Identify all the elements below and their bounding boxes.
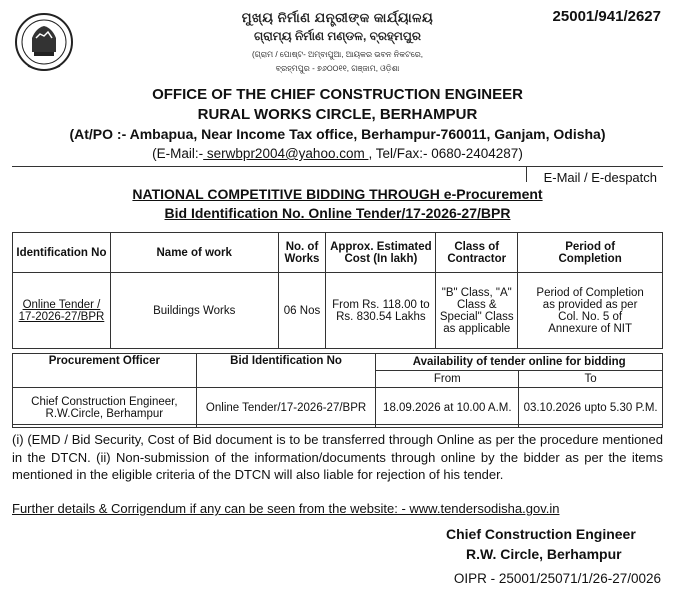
table-header-row: [13, 233, 663, 273]
work-details-table: [12, 232, 663, 349]
cell-estimated-cost: From Rs. 118.00 to Rs. 830.54 Lakhs: [326, 273, 436, 349]
telfax: , Tel/Fax:- 0680-2404287): [368, 146, 523, 161]
cell-to-date: 03.10.2026 upto 5.30 P.M.: [519, 388, 663, 428]
divider-top: [12, 166, 663, 167]
oriya-address-line-1: (ଗ୍ରାମ / ପୋଷ୍ଟ- ଅମ୍ବାପୁଆ, ଆୟକର ଭବନ ନିକଟରେ,: [251, 50, 423, 59]
col-no-of-works: No. of Works: [278, 233, 326, 273]
cell-name-of-work: Buildings Works: [110, 273, 278, 349]
col-to: To: [519, 371, 663, 388]
table-header-row: [13, 354, 663, 371]
email-link[interactable]: serwbpr2004@yahoo.com: [203, 146, 369, 161]
contact-line: [0, 146, 675, 161]
terms-paragraph: (i) (EMD / Bid Security, Cost of Bid document is to be transferred through Online as per the procedure mentioned in the DTCN. (ii) Non-submission of the information/documents through online by the bidder as per the items mentioned in the eligible criteria of the DTCN will also liable for rejection of his tender.: [12, 432, 663, 482]
col-estimated-cost: Approx. Estimated Cost (In lakh): [326, 233, 436, 273]
office-title: OFFICE OF THE CHIEF CONSTRUCTION ENGINEER: [152, 86, 523, 103]
cell-identification-no[interactable]: Online Tender / 17-2026-27/BPR: [13, 273, 111, 349]
signatory-title: Chief Construction Engineer: [446, 526, 636, 542]
divider-bottom: [12, 424, 663, 425]
dispatch-mode: E-Mail / E-despatch: [543, 170, 657, 185]
col-class-of-contractor: Class of Contractor: [436, 233, 518, 273]
cell-period-of-completion: Period of Completion as provided as per Col. No. 5 of Annexure of NIT: [518, 273, 663, 349]
cell-from-date: 18.09.2026 at 10.00 A.M.: [376, 388, 519, 428]
col-identification-no: Identification No: [13, 233, 111, 273]
bidding-schedule-table: [12, 353, 663, 428]
oriya-circle-title: ଗ୍ରାମ୍ୟ ନିର୍ମାଣ ମଣ୍ଡଳ, ବ୍ରହ୍ମପୁର: [254, 29, 421, 43]
reference-number: 25001/941/2627: [552, 8, 661, 25]
oipr-number: OIPR - 25001/25071/1/26-27/0026: [453, 571, 661, 586]
col-from: From: [376, 371, 519, 388]
col-period-of-completion: Period of Completion: [518, 233, 663, 273]
col-name-of-work: Name of work: [110, 233, 278, 273]
bid-identification-title: Bid Identification No. Online Tender/17-2026-27/BPR: [164, 205, 511, 221]
oriya-address-line-2: ବ୍ରହ୍ମପୁର - ୭୬୦୦୧୧, ଗଞ୍ଜାମ, ଓଡ଼ିଶା: [275, 64, 400, 73]
cell-bid-identification-no: Online Tender/17-2026-27/BPR: [196, 388, 376, 428]
office-address: (At/PO :- Ambapua, Near Income Tax office, Berhampur-760011, Ganjam, Odisha): [69, 126, 606, 142]
website-link[interactable]: Further details & Corrigendum if any can be seen from the website: - www.tendersodisha.gov.in: [12, 501, 560, 516]
table-row: [13, 273, 663, 349]
col-procurement-officer: Procurement Officer: [13, 354, 197, 388]
cell-class-of-contractor: "B" Class, "A" Class & Special" Class as applicable: [436, 273, 518, 349]
table-row: [13, 388, 663, 428]
circle-title: RURAL WORKS CIRCLE, BERHAMPUR: [197, 106, 478, 123]
cell-procurement-officer: Chief Construction Engineer, R.W.Circle, Berhampur: [13, 388, 197, 428]
col-availability: Availability of tender online for bidding: [376, 354, 663, 371]
oriya-office-title: ମୁଖ୍ୟ ନିର୍ମାଣ ଯନ୍ତ୍ରୀଙ୍କ କାର୍ଯ୍ୟାଳୟ: [241, 10, 434, 25]
notice-title: NATIONAL COMPETITIVE BIDDING THROUGH e-Procurement: [132, 186, 543, 202]
cell-no-of-works: 06 Nos: [278, 273, 326, 349]
signatory-circle: R.W. Circle, Berhampur: [466, 546, 622, 562]
divider-vertical: [526, 166, 527, 182]
email-label: (E-Mail:-: [152, 146, 204, 161]
col-bid-identification-no: Bid Identification No: [196, 354, 376, 388]
